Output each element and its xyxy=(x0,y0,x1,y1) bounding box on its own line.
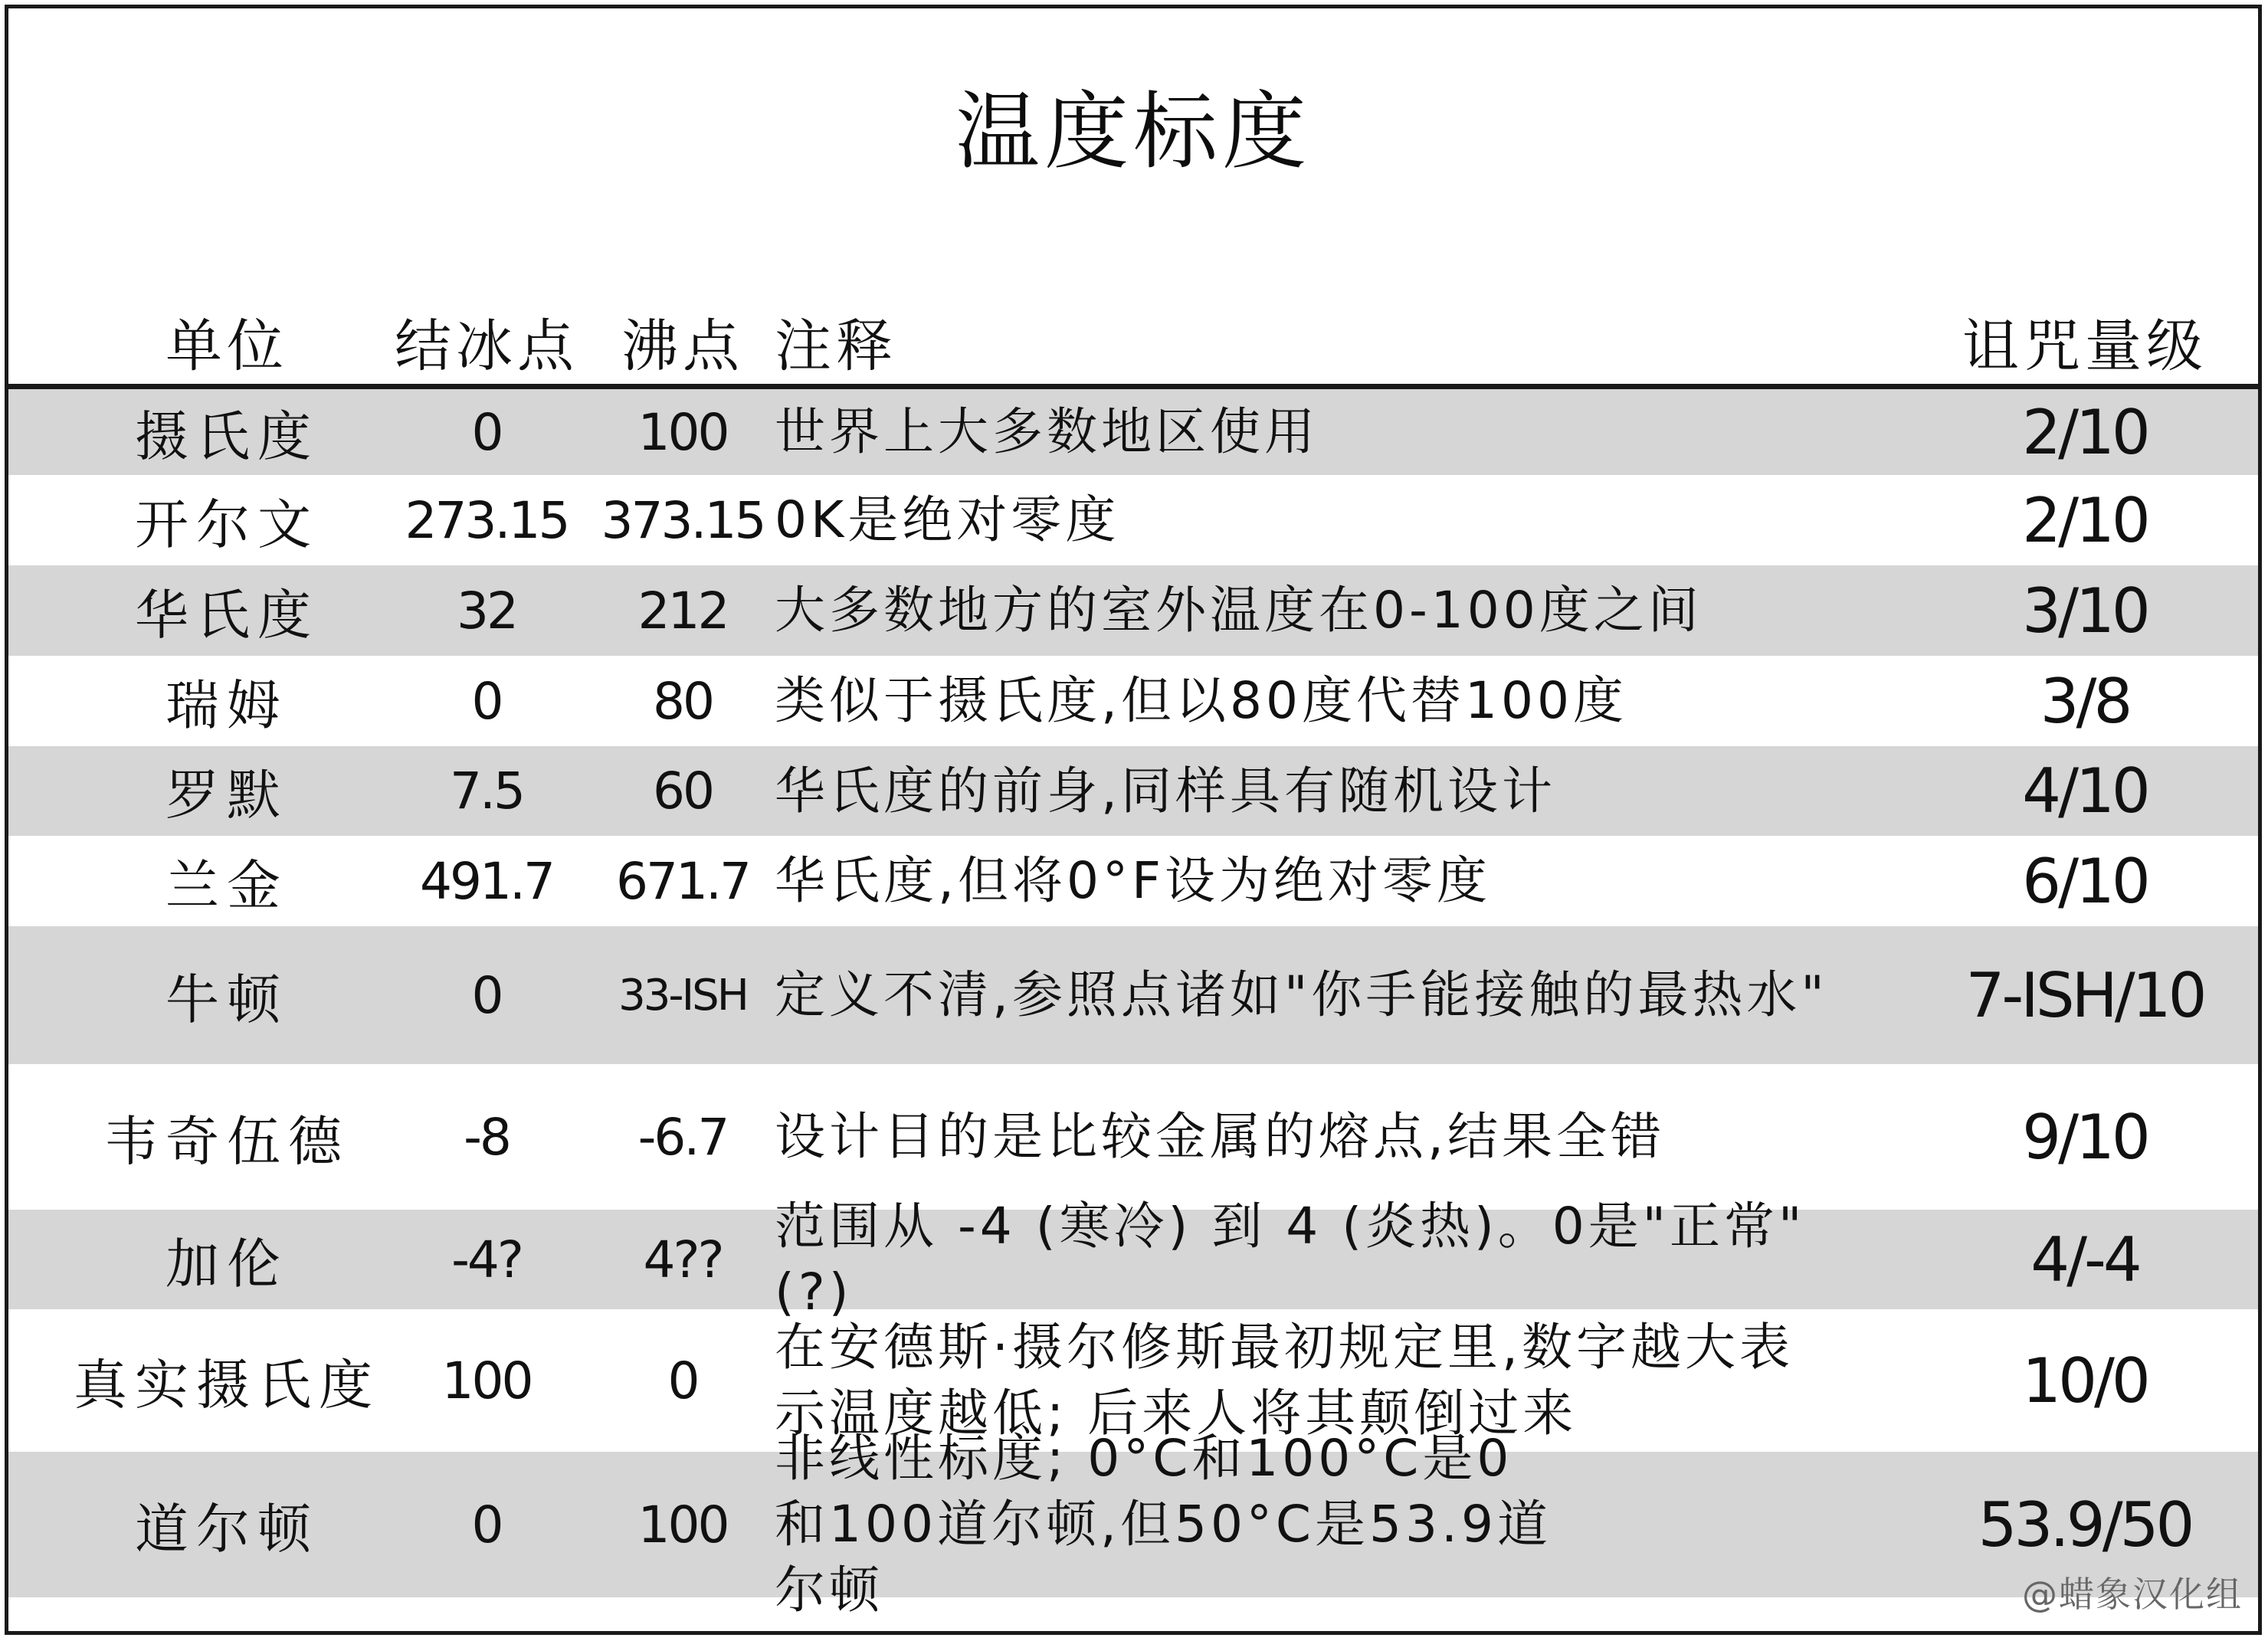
cell-curse: 4/-4 xyxy=(2030,1223,2139,1295)
cell-boiling: 671.7 xyxy=(616,851,749,911)
cell-freezing: 0 xyxy=(471,965,502,1025)
cell-unit: 加伦 xyxy=(166,1232,288,1295)
cell-unit: 瑞姆 xyxy=(166,673,288,737)
table-row xyxy=(8,746,2258,836)
cell-boiling: 60 xyxy=(653,762,713,821)
cell-unit: 道尔顿 xyxy=(135,1497,319,1561)
table-row xyxy=(8,836,2258,926)
page-title: 温度标度 xyxy=(955,83,1311,181)
cell-unit: 华氏度 xyxy=(135,583,319,647)
table-row xyxy=(8,565,2258,656)
table-row xyxy=(8,656,2258,746)
header-curse-level: 诅咒量级 xyxy=(1962,313,2207,379)
cell-notes: 定义不清,参照点诸如"你手能接触的最热水" xyxy=(775,965,1828,1024)
cell-unit: 摄氏度 xyxy=(135,405,319,468)
cell-freezing: 100 xyxy=(441,1351,532,1410)
cell-freezing: 0 xyxy=(471,1495,502,1554)
cell-notes: 0K是绝对零度 xyxy=(775,490,1120,549)
cell-curse: 7-ISH/10 xyxy=(1965,959,2204,1031)
cell-freezing: -4? xyxy=(451,1230,522,1289)
cell-curse: 10/0 xyxy=(2022,1345,2148,1417)
cell-unit: 真实摄氏度 xyxy=(74,1353,380,1417)
cell-freezing: 32 xyxy=(457,581,516,640)
cell-freezing: 0 xyxy=(471,671,502,731)
cell-unit: 韦奇伍德 xyxy=(104,1109,349,1173)
cell-curse: 9/10 xyxy=(2022,1101,2148,1173)
table-row xyxy=(8,1429,2258,1620)
cell-curse: 2/10 xyxy=(2022,396,2148,468)
table-row xyxy=(8,1197,2258,1322)
table-row xyxy=(8,389,2258,475)
cell-boiling: 0 xyxy=(667,1351,698,1410)
cell-unit: 罗默 xyxy=(166,764,288,827)
cell-freezing: 0 xyxy=(471,402,502,462)
cell-boiling: 212 xyxy=(637,581,728,640)
translator-credit: @蜡象汉化组 xyxy=(2022,1574,2243,1615)
cell-boiling: 4?? xyxy=(643,1230,723,1289)
table-header xyxy=(8,303,2258,387)
cell-boiling: 80 xyxy=(653,671,713,731)
cell-unit: 开尔文 xyxy=(135,493,319,556)
header-freezing-point: 结冰点 xyxy=(395,313,578,379)
cell-notes: 华氏度,但将0°F设为绝对零度 xyxy=(775,851,1491,910)
cell-boiling: 100 xyxy=(637,1495,728,1554)
header-divider xyxy=(8,384,2258,389)
cell-notes: 华氏度的前身,同样具有随机设计 xyxy=(775,761,1556,821)
cell-boiling: 373.15 xyxy=(601,490,765,550)
cell-boiling: 100 xyxy=(637,402,728,462)
table-row xyxy=(8,926,2258,1064)
cell-freezing: 491.7 xyxy=(420,851,553,911)
cell-boiling: 33-ISH xyxy=(618,970,747,1020)
cell-curse: 2/10 xyxy=(2022,484,2148,556)
comic-panel xyxy=(5,5,2262,1635)
header-boiling-point: 沸点 xyxy=(621,313,744,379)
cell-curse: 6/10 xyxy=(2022,845,2148,917)
cell-unit: 兰金 xyxy=(166,853,288,917)
cell-freezing: -8 xyxy=(464,1107,510,1167)
table-row xyxy=(8,475,2258,565)
cell-freezing: 273.15 xyxy=(405,490,569,550)
header-notes: 注释 xyxy=(775,313,897,379)
cell-notes: 范围从 -4 (寒冷) 到 4 (炎热)。0是"正常"(?) xyxy=(775,1197,1806,1322)
table-row xyxy=(8,1064,2258,1210)
cell-curse: 53.9/50 xyxy=(1978,1489,2192,1561)
cell-unit: 牛顿 xyxy=(166,968,288,1031)
cell-notes: 非线性标度; 0°C和100°C是0和100道尔顿,但50°C是53.9道尔顿 xyxy=(775,1429,1552,1620)
cell-boiling: -6.7 xyxy=(637,1107,728,1167)
cell-notes: 世界上大多数地区使用 xyxy=(775,402,1319,461)
cell-curse: 3/8 xyxy=(2040,665,2130,737)
cell-curse: 3/10 xyxy=(2022,575,2148,647)
cell-notes: 设计目的是比较金属的熔点,结果全错 xyxy=(775,1107,1665,1166)
cell-curse: 4/10 xyxy=(2022,755,2148,827)
header-unit: 单位 xyxy=(166,313,288,379)
cell-notes: 类似于摄氏度,但以80度代替100度 xyxy=(775,671,1627,730)
cell-notes: 在安德斯·摄尔修斯最初规定里,数字越大表示温度越低; 后来人将其颠倒过来 xyxy=(775,1318,1794,1443)
cell-freezing: 7.5 xyxy=(450,762,523,821)
cell-notes: 大多数地方的室外温度在0-100度之间 xyxy=(775,581,1703,640)
